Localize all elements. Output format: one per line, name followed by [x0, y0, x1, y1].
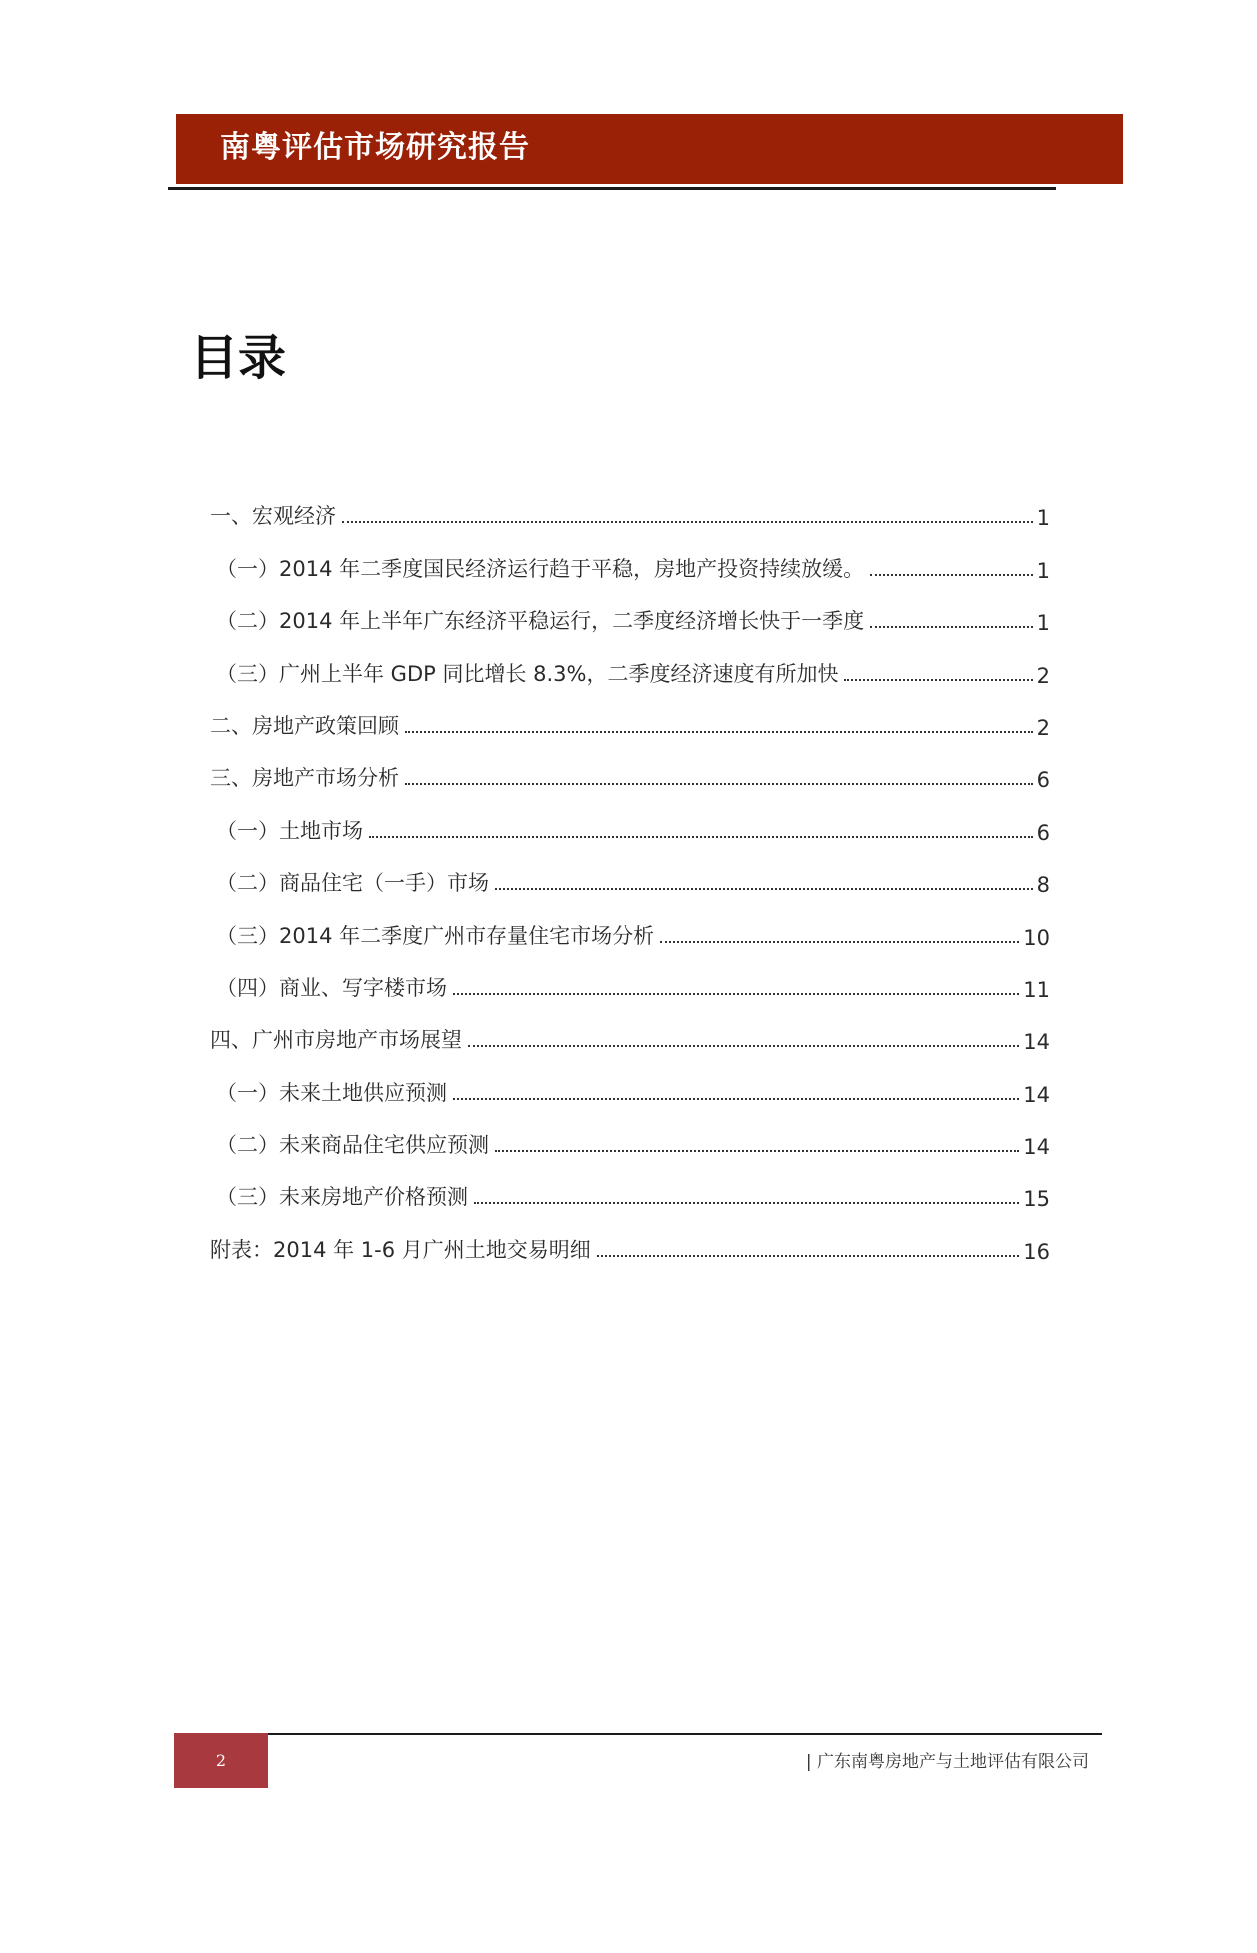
toc-entry[interactable] [210, 1002, 1050, 1054]
toc-entry[interactable] [210, 635, 1050, 687]
table-of-contents [210, 478, 1050, 1264]
toc-entry[interactable] [210, 1107, 1050, 1159]
toc-entry-page: 14 [1023, 1135, 1050, 1160]
toc-entry-page: 8 [1036, 873, 1050, 898]
company-name: | 广东南粤房地产与土地评估有限公司 [805, 1752, 1089, 1772]
toc-entry-title: （二）未来商品住宅供应预测 [216, 1133, 489, 1158]
toc-entry-title: （三）广州上半年 GDP 同比增长 8.3%，二季度经济速度有所加快 [216, 661, 839, 686]
dot-leader [453, 1098, 1019, 1100]
toc-entry-title: 四、广州市房地产市场展望 [210, 1028, 462, 1053]
dot-leader [468, 1045, 1019, 1047]
header-divider [168, 187, 1056, 190]
dot-leader [369, 836, 1033, 838]
toc-entry-page: 2 [1036, 663, 1050, 688]
dot-leader [660, 941, 1019, 943]
dot-leader [844, 679, 1032, 681]
toc-entry-title: 三、房地产市场分析 [210, 766, 399, 791]
toc-entry[interactable] [210, 530, 1050, 582]
toc-entry[interactable] [210, 897, 1050, 949]
toc-entry[interactable] [210, 1159, 1050, 1211]
toc-entry-title: 一、宏观经济 [210, 504, 336, 529]
toc-entry-title: （三）2014 年二季度广州市存量住宅市场分析 [216, 923, 655, 948]
toc-heading: 目录 [190, 330, 287, 386]
toc-entry[interactable] [210, 478, 1050, 530]
dot-leader [405, 731, 1033, 733]
toc-entry[interactable] [210, 792, 1050, 844]
toc-entry-page: 1 [1036, 611, 1050, 636]
toc-entry[interactable] [210, 1054, 1050, 1106]
toc-entry-title: （一）土地市场 [216, 818, 363, 843]
toc-entry-page: 11 [1023, 977, 1050, 1002]
dot-leader [597, 1255, 1019, 1257]
toc-entry-title: （二）2014 年上半年广东经济平稳运行，二季度经济增长快于一季度 [216, 609, 865, 634]
toc-entry-title: （一）未来土地供应预测 [216, 1080, 447, 1105]
toc-entry[interactable] [210, 583, 1050, 635]
dot-leader [870, 574, 1033, 576]
toc-entry-page: 14 [1023, 1030, 1050, 1055]
toc-entry-page: 6 [1036, 820, 1050, 845]
toc-entry-page: 16 [1023, 1239, 1050, 1264]
toc-entry[interactable] [210, 1211, 1050, 1263]
toc-entry-title: （三）未来房地产价格预测 [216, 1185, 468, 1210]
dot-leader [870, 626, 1033, 628]
dot-leader [495, 888, 1033, 890]
footer-divider [268, 1733, 1102, 1735]
toc-entry[interactable] [210, 950, 1050, 1002]
report-title: 南粤评估市场研究报告 [220, 130, 530, 165]
toc-entry-title: 二、房地产政策回顾 [210, 713, 399, 738]
toc-entry-page: 1 [1036, 506, 1050, 531]
toc-entry[interactable] [210, 845, 1050, 897]
dot-leader [474, 1202, 1019, 1204]
dot-leader [342, 521, 1033, 523]
dot-leader [405, 783, 1033, 785]
toc-entry-title: （四）商业、写字楼市场 [216, 975, 447, 1000]
toc-entry-title: 附表：2014 年 1-6 月广州土地交易明细 [210, 1237, 591, 1262]
dot-leader [495, 1150, 1019, 1152]
toc-entry-page: 14 [1023, 1082, 1050, 1107]
toc-entry[interactable] [210, 740, 1050, 792]
page-number: 2 [215, 1751, 227, 1770]
toc-entry-page: 15 [1023, 1187, 1050, 1212]
toc-entry-page: 1 [1036, 558, 1050, 583]
toc-entry-page: 2 [1036, 715, 1050, 740]
toc-entry-page: 6 [1036, 768, 1050, 793]
toc-entry-title: （一）2014 年二季度国民经济运行趋于平稳，房地产投资持续放缓。 [216, 556, 865, 581]
toc-entry[interactable] [210, 688, 1050, 740]
toc-entry-title: （二）商品住宅（一手）市场 [216, 871, 489, 896]
toc-entry-page: 10 [1023, 925, 1050, 950]
dot-leader [453, 993, 1019, 995]
